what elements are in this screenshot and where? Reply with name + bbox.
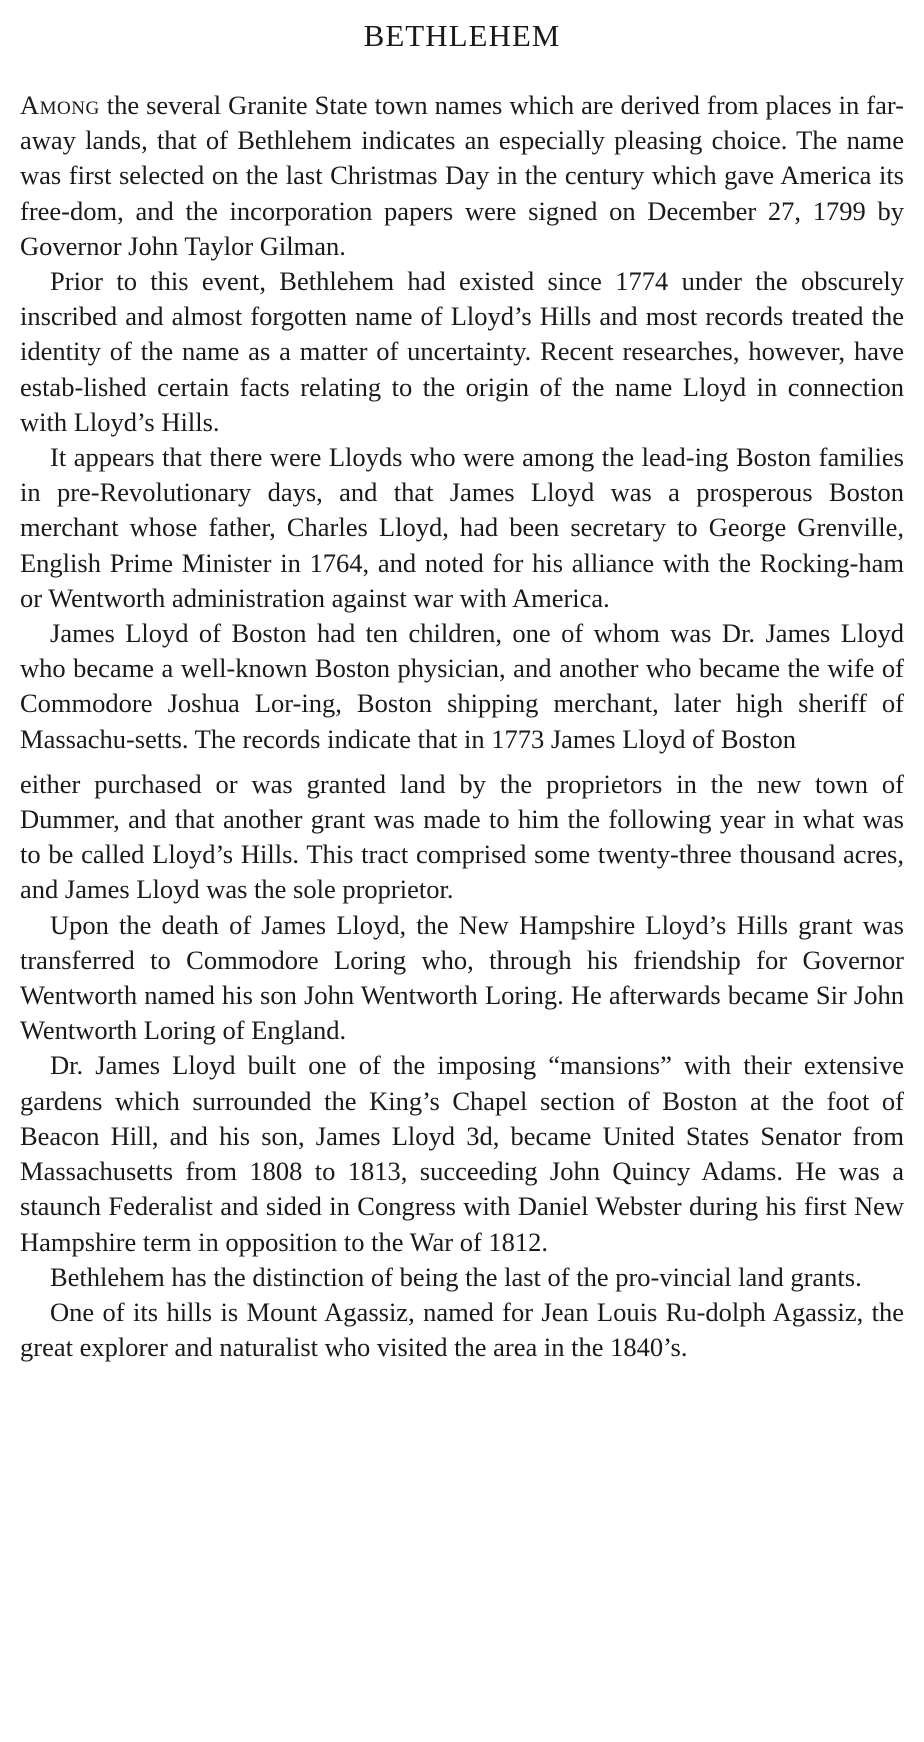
- paragraph-text: Upon the death of James Lloyd, the New Hampshire Lloyd’s Hills grant was transferred to Commodore Loring who, through his friendship for Governor Wentworth named his son John Wentworth Loring. He afterwards became Sir John Wentworth Loring of England.: [20, 909, 904, 1046]
- paragraph-3: [20, 440, 904, 616]
- paragraph-lead-word: Among: [20, 90, 100, 120]
- paragraph-4: [20, 616, 904, 757]
- paragraph-7: [20, 1048, 904, 1259]
- paragraph-text: either purchased or was granted land by the proprietors in the new town of Dummer, and that another grant was made to him the following year in what was to be called Lloyd’s Hills. This tract comprised some twenty-three thousand acres, and James Lloyd was the sole proprietor.: [20, 768, 904, 905]
- paragraph-1: [20, 88, 904, 264]
- paragraph-text: One of its hills is Mount Agassiz, named for Jean Louis Ru-dolph Agassiz, the great explorer and naturalist who visited the area in the 1840’s.: [20, 1296, 904, 1363]
- paragraph-8: [20, 1260, 904, 1295]
- paragraph-text: Dr. James Lloyd built one of the imposing “mansions” with their extensive gardens which surrounded the King’s Chapel section of Boston at the foot of Beacon Hill, and his son, James Lloyd 3d, became United States Senator from Massachusetts from 1808 to 1813, succeeding John Quincy Adams. He was a staunch Federalist and sided in Congress with Daniel Webster during his first New Hampshire term in opposition to the War of 1812.: [20, 1050, 904, 1257]
- paragraph-9: [20, 1295, 904, 1365]
- paragraph-text: Prior to this event, Bethlehem had existed since 1774 under the obscurely inscribed and almost forgotten name of Lloyd’s Hills and most records treated the identity of the name as a matter of uncertainty. Recent researches, however, have estab-lished certain facts relating to the origin of the name Lloyd in connection with Lloyd’s Hills.: [20, 266, 904, 437]
- article-body: [20, 88, 904, 1365]
- paragraph-2: [20, 264, 904, 440]
- paragraph-text: It appears that there were Lloyds who were among the lead-ing Boston families in pre-Revolutionary days, and that James Lloyd was a prosperous Boston merchant whose father, Charles Lloyd, had been secretary to George Grenville, English Prime Minister in 1764, and noted for his alliance with the Rocking-ham or Wentworth administration against war with America.: [20, 442, 904, 613]
- page-title: BETHLEHEM: [363, 18, 561, 53]
- paragraph-text: James Lloyd of Boston had ten children, one of whom was Dr. James Lloyd who became a well-known Boston physician, and another who became the wife of Commodore Joshua Lor-ing, Boston shipping merchant, later high sheriff of Massachu-setts. The records indicate that in 1773 James Lloyd of Boston: [20, 618, 904, 754]
- paragraph-text: Bethlehem has the distinction of being the last of the pro-vincial land grants.: [50, 1261, 862, 1292]
- paragraph-6: [20, 908, 904, 1049]
- paragraph-text: the several Granite State town names which are derived from places in far-away lands, that of Bethlehem indicates an especially pleasing choice. The name was first selected on the last Christmas Day in the century which gave America its free-dom, and the incorporation papers were signed on December 27, 1799 by Governor John Taylor Gilman.: [20, 90, 904, 261]
- paragraph-5: [20, 767, 904, 908]
